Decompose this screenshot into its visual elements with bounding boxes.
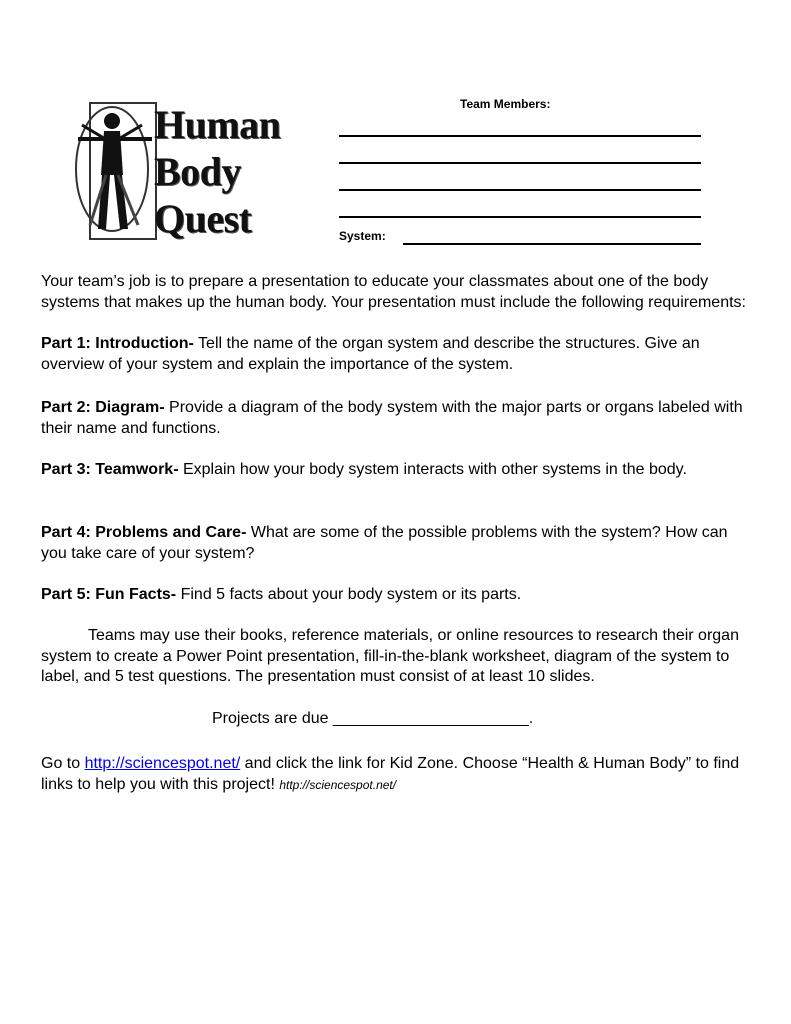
part-1-text: Tell the name of the organ system and describe the structures. Give an overview of your system and explain the importance of the system. [41,335,700,373]
team-member-blank-1[interactable] [339,135,701,137]
human-body-quest-logo [68,97,288,247]
part-2-text: Provide a diagram of the body system with the major parts or organs labeled with their name and functions. [41,399,743,437]
go-to-middle: and click the link for Kid Zone. Choose “Health & Human Body” to find links to help you with this project! [41,755,740,793]
team-member-blank-3[interactable] [339,189,701,191]
sciencespot-link[interactable]: http://sciencespot.net/ [84,755,241,772]
go-to-paragraph [41,754,756,795]
part-5-text: Find 5 facts about your body system or its parts. [176,586,522,603]
logo-word-human: Human [154,102,281,147]
team-member-blank-2[interactable] [339,162,701,164]
source-url: http://sciencespot.net/ [279,777,397,792]
logo-word-body: Body [154,149,241,194]
part-3-paragraph [41,460,756,481]
go-to-prefix: Go to [41,755,85,772]
part-3-text: Explain how your body system interacts with other systems in the body. [178,461,687,478]
part-4-paragraph [41,523,756,564]
projects-due-line: Projects are due ______________________. [212,710,534,727]
system-label: System: [339,229,386,243]
teams-paragraph: Teams may use their books, reference materials, or online resources to research their organ system to create a Power Point presentation, fill-in-the-blank worksheet, diagram of the system to label, and 5 test questions. The presentation must consist of at least 10 slides. [41,627,739,685]
team-member-blank-4[interactable] [339,216,701,218]
part-2-title: Part 2: Diagram- [41,399,165,416]
part-4-text: What are some of the possible problems with the system? How can you take care of your system? [41,524,728,562]
vitruvian-man-icon [68,97,168,247]
part-1-paragraph [41,334,756,375]
part-4-title: Part 4: Problems and Care- [41,524,247,541]
part-5-paragraph [41,585,756,606]
system-blank[interactable] [403,243,701,245]
part-3-title: Part 3: Teamwork- [41,461,179,478]
part-5-title: Part 5: Fun Facts- [41,586,177,603]
team-members-label: Team Members: [460,97,551,111]
intro-paragraph: Your team’s job is to prepare a presentation to educate your classmates about one of the body systems that makes up the human body. Your presentation must include the following requirements: [41,273,746,311]
part-2-paragraph [41,398,756,439]
logo-word-quest: Quest [154,196,252,241]
part-1-title: Part 1: Introduction- [41,335,194,352]
